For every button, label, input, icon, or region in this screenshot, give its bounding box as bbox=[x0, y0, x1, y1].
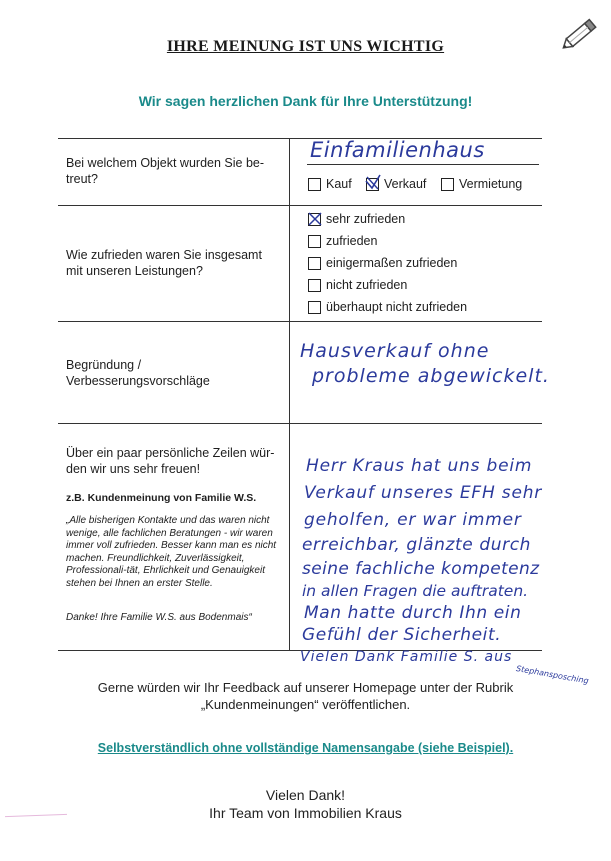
checkbox-einigermassen-zufrieden[interactable] bbox=[308, 257, 321, 270]
handwritten-reason-line: Hausverkauf ohne bbox=[300, 340, 490, 362]
option-label: Kauf bbox=[326, 177, 352, 191]
example-quote: „Alle bisherigen Kontakte und das waren nicht wenige, alle fachlichen Beratungen - wir waren immer voll zufrieden. Besser kann man es nicht machen. Freundlichkeit, Zuverlässigkeit, Professionali-tät, Ehrlichkeit und Genauigkeit stehen bei Ihnen an erster Stelle. bbox=[66, 515, 277, 589]
handwritten-place: Stephansposching bbox=[515, 664, 590, 686]
option-label: zufrieden bbox=[326, 234, 378, 248]
team-signature-line: Ihr Team von Immobilien Kraus bbox=[209, 805, 402, 821]
option-sehr-zufrieden[interactable] bbox=[308, 212, 405, 226]
question-reason-label: Begründung / Verbesserungsvorschläge bbox=[66, 358, 210, 388]
checkbox-nicht-zufrieden[interactable] bbox=[308, 279, 321, 292]
table-column-divider bbox=[289, 138, 290, 650]
option-label: nicht zufrieden bbox=[326, 278, 408, 292]
handwritten-comment-line: erreichbar, glänzte durch bbox=[302, 535, 532, 555]
handwritten-comment-line: geholfen, er war immer bbox=[304, 510, 522, 530]
option-kauf[interactable] bbox=[308, 177, 352, 191]
option-label: überhaupt nicht zufrieden bbox=[326, 300, 468, 314]
option-verkauf[interactable] bbox=[366, 177, 426, 191]
checkbox-sehr-zufrieden[interactable] bbox=[308, 213, 321, 226]
example-signature: Danke! Ihre Familie W.S. aus Bodenmais“ bbox=[66, 612, 252, 623]
option-nicht-zufrieden[interactable] bbox=[308, 278, 407, 292]
example-heading: z.B. Kundenmeinung von Familie W.S. bbox=[66, 492, 257, 504]
checkbox-vermietung[interactable] bbox=[441, 178, 454, 191]
handwritten-comment-line: Herr Kraus hat uns beim bbox=[306, 456, 533, 476]
option-vermietung[interactable] bbox=[441, 177, 522, 191]
question-object-label: Bei welchem Objekt wurden Sie be-treut? bbox=[66, 156, 265, 186]
handwritten-comment-line: Verkauf unseres EFH sehr bbox=[304, 483, 543, 503]
option-label: einigermaßen zufrieden bbox=[326, 256, 458, 270]
check-mark-icon bbox=[307, 211, 323, 227]
table-divider bbox=[58, 205, 542, 206]
page-title: IHRE MEINUNG IST UNS WICHTIG bbox=[166, 38, 445, 55]
feedback-text-line: Gerne würden wir Ihr Feedback auf unserer Homepage unter der Rubrik bbox=[97, 680, 514, 695]
handwritten-comment-line: in allen Fragen die auftraten. bbox=[302, 582, 529, 600]
feedback-text-line: „Kundenmeinungen“ veröffentlichen. bbox=[200, 697, 411, 712]
option-label: Verkauf bbox=[384, 177, 427, 191]
handwritten-comment-line: seine fachliche kompetenz bbox=[302, 559, 540, 579]
question-satisfaction-label: Wie zufrieden waren Sie insgesamt mit unseren Leistungen? bbox=[66, 248, 262, 278]
page-subtitle: Wir sagen herzlichen Dank für Ihre Unterstützung! bbox=[138, 93, 473, 109]
check-mark-icon bbox=[364, 174, 382, 192]
option-ueberhaupt-nicht-zufrieden[interactable] bbox=[308, 300, 467, 314]
handwritten-comment-line: Gefühl der Sicherheit. bbox=[302, 625, 502, 645]
handwritten-underline bbox=[307, 164, 539, 165]
anonymity-note: Selbstverständlich ohne vollständige Namensangabe (siehe Beispiel). bbox=[97, 741, 514, 755]
checkbox-kauf[interactable] bbox=[308, 178, 321, 191]
thanks-line: Vielen Dank! bbox=[265, 787, 346, 803]
option-label: Vermietung bbox=[459, 177, 523, 191]
checkbox-zufrieden[interactable] bbox=[308, 235, 321, 248]
table-divider bbox=[58, 321, 542, 322]
checkbox-verkauf[interactable] bbox=[366, 178, 379, 191]
option-label: sehr zufrieden bbox=[326, 212, 406, 226]
handwritten-answer-object: Einfamilienhaus bbox=[310, 138, 485, 162]
handwritten-closing: Vielen Dank Familie S. aus bbox=[300, 649, 513, 665]
table-divider bbox=[58, 423, 542, 424]
option-einigermassen-zufrieden[interactable] bbox=[308, 256, 457, 270]
option-zufrieden[interactable] bbox=[308, 234, 377, 248]
handwritten-comment-line: Man hatte durch Ihn ein bbox=[304, 603, 522, 623]
question-personal-lines-label: Über ein paar persönliche Zeilen wür-den wir uns sehr freuen! bbox=[66, 446, 275, 476]
checkbox-ueberhaupt-nicht-zufrieden[interactable] bbox=[308, 301, 321, 314]
handwritten-reason-line: probleme abgewickelt. bbox=[312, 365, 550, 387]
